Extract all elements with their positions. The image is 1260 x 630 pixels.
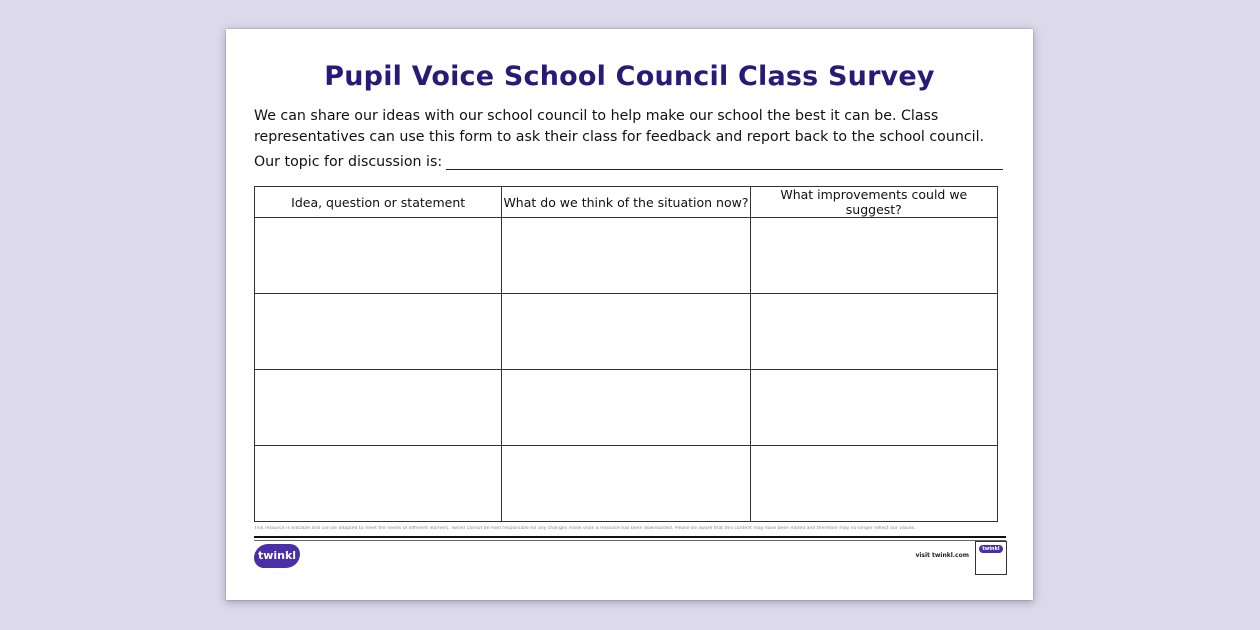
topic-label: Our topic for discussion is: [254, 154, 443, 170]
table-cell [255, 370, 502, 446]
table-cell [502, 218, 750, 294]
disclaimer-text: This resource is editable and can be adapted to meet the needs of different learners. Twinkl cannot be held responsible for any changes made once a resource has been downloaded. Please be aware that this content may have been edited and therefore may no longer reflect our values. [254, 526, 916, 531]
table-cell [502, 446, 750, 522]
topic-write-line [446, 154, 1003, 170]
table-cell [750, 218, 997, 294]
table-cell [255, 446, 502, 522]
footer-divider [254, 536, 1006, 538]
table-header-row [255, 187, 998, 218]
table-cell [502, 294, 750, 370]
intro-paragraph: We can share our ideas with our school council to help make our school the best it can be. Class representatives can use this form to ask their class for feedback and report back to the school council. [254, 108, 985, 145]
survey-table [254, 186, 998, 522]
column-header-situation: What do we think of the situation now? [502, 187, 750, 218]
table-cell [750, 370, 997, 446]
twinkl-logo[interactable]: twinkl [254, 544, 300, 568]
table-row [255, 446, 998, 522]
table-row [255, 370, 998, 446]
table-cell [255, 294, 502, 370]
table-cell [750, 446, 997, 522]
column-header-idea: Idea, question or statement [255, 187, 502, 218]
worksheet-page [226, 29, 1033, 600]
table-cell [502, 370, 750, 446]
table-cell [255, 218, 502, 294]
visit-link[interactable]: visit twinkl.com [915, 552, 969, 559]
table-row [255, 218, 998, 294]
table-cell [750, 294, 997, 370]
table-row [255, 294, 998, 370]
footer-divider-thin [254, 540, 1006, 541]
badge-label: twinkl [979, 545, 1003, 553]
topic-line-row [254, 154, 1003, 170]
quality-badge-icon [975, 541, 1007, 575]
column-header-improvements: What improvements could we suggest? [750, 187, 997, 218]
page-title: Pupil Voice School Council Class Survey [324, 61, 935, 92]
